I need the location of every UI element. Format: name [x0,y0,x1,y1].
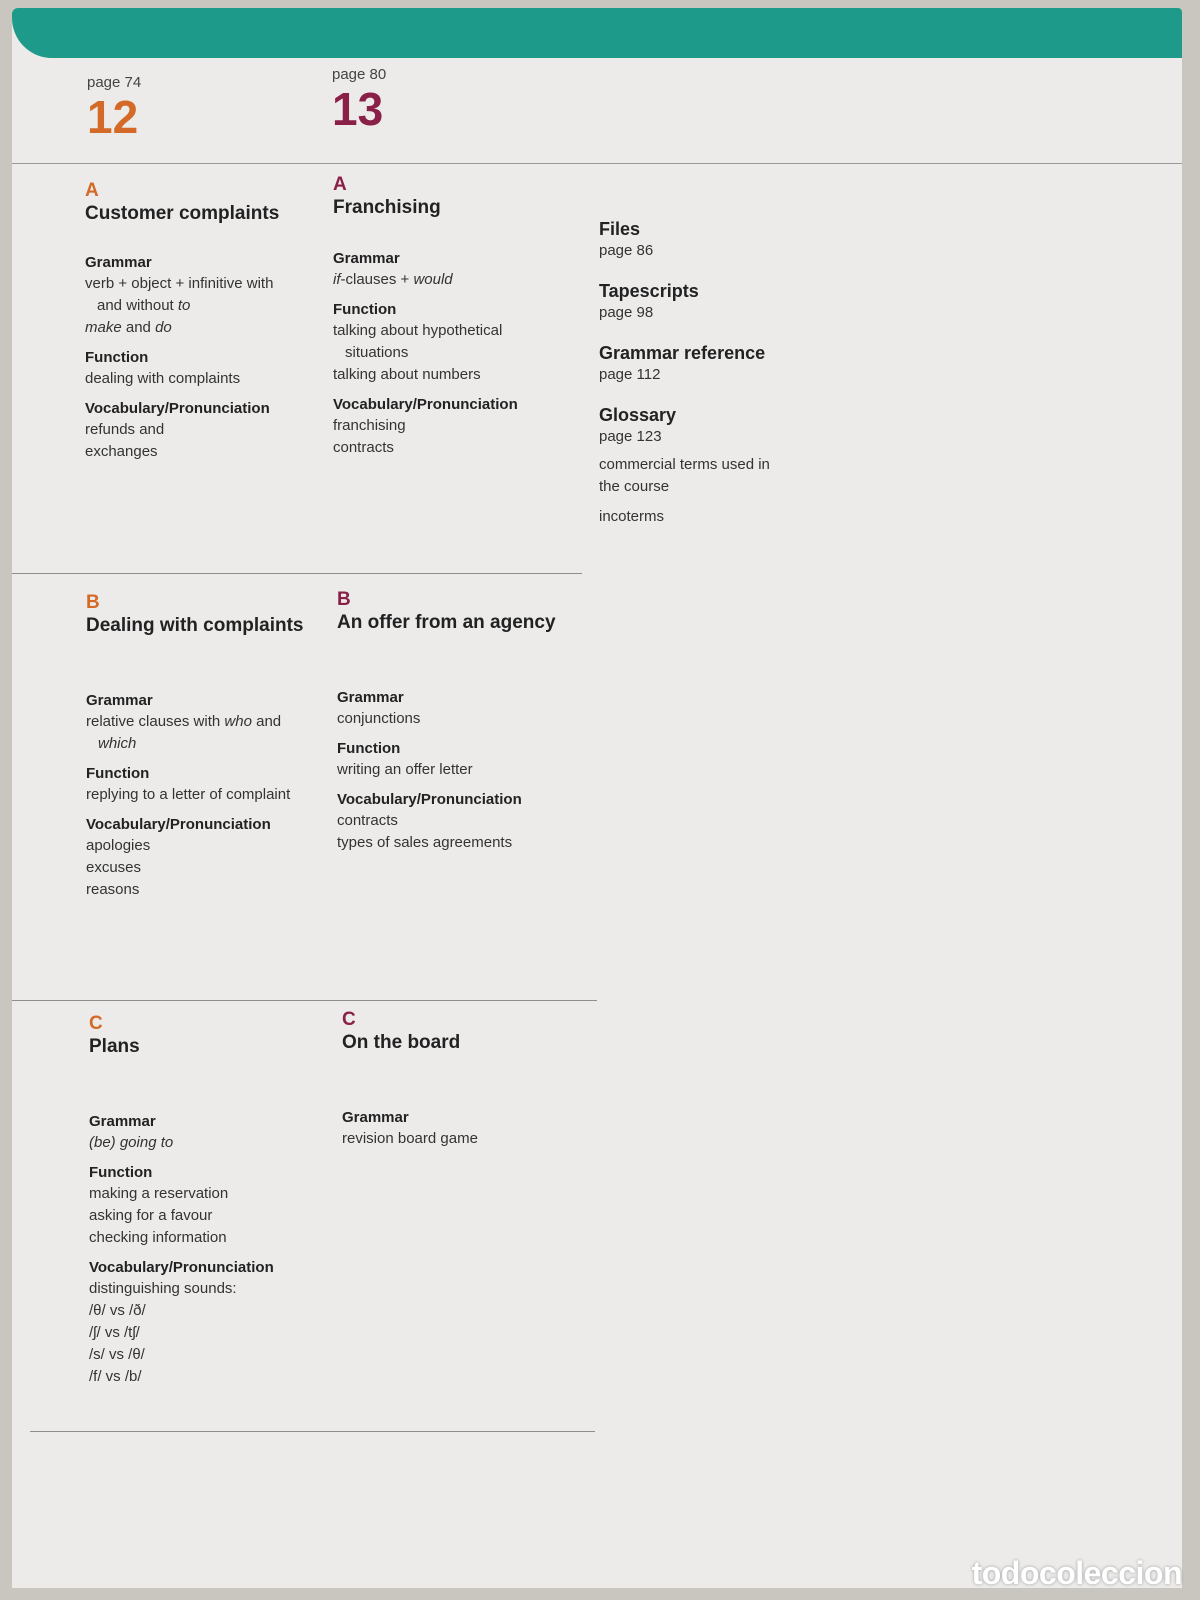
vocab-line: franchising [333,417,406,434]
vocab-heading: Vocabulary/Pronunciation [85,400,270,417]
vocab-line: /s/ vs /θ/ [89,1346,145,1363]
reference-column [599,218,829,536]
function-line: dealing with complaints [85,370,241,387]
vocab-heading: Vocabulary/Pronunciation [337,791,522,808]
unit-12-header [87,74,141,141]
function-heading: Function [333,301,397,318]
tapescripts-page: page 98 [599,304,654,321]
grammar-line: verb + object + infinitive with [85,275,274,292]
glossary-page: page 123 [599,428,662,445]
vocab-line: exchanges [85,443,158,460]
function-line: making a reservation [89,1185,229,1202]
lesson-title: An offer from an agency [337,612,556,633]
function-heading: Function [86,765,150,782]
files-title: Files [599,219,641,239]
lesson-letter: B [337,589,351,610]
vocab-heading: Vocabulary/Pronunciation [86,816,271,833]
lesson-title: Franchising [333,197,441,218]
grammar-heading: Grammar [342,1109,409,1126]
files-page: page 86 [599,242,654,259]
lesson-letter: C [89,1013,103,1034]
grammar-heading: Grammar [85,254,152,271]
grammar-line: if-clauses + would [333,271,453,288]
grammar-line: which [98,735,137,752]
function-line: checking information [89,1229,227,1246]
grammar-line: make and do [85,319,172,336]
unit-number: 12 [87,91,139,143]
lesson-13c [342,1009,582,1150]
function-line: talking about numbers [333,366,481,383]
lesson-letter: A [85,180,99,201]
function-line: talking about hypothetical [333,322,503,339]
vocab-heading: Vocabulary/Pronunciation [89,1259,274,1276]
vocab-line: /ʃ/ vs /tʃ/ [89,1324,140,1341]
grammar-heading: Grammar [86,692,153,709]
vocab-line: distinguishing sounds: [89,1280,237,1297]
lesson-title: Plans [89,1036,140,1057]
vocab-line: /θ/ vs /ð/ [89,1302,146,1319]
vocab-line: types of sales agreements [337,834,513,851]
lesson-letter: B [86,592,100,613]
vocab-line: apologies [86,837,151,854]
section-divider [30,1431,595,1432]
glossary-note: commercial terms used in the course [599,456,770,495]
glossary-title: Glossary [599,405,677,425]
unit-13-header [332,66,386,133]
grammar-line: conjunctions [337,710,421,727]
lesson-letter: C [342,1009,356,1030]
vocab-line: reasons [86,881,140,898]
lesson-12a [85,180,325,463]
grammar-heading: Grammar [333,250,400,267]
function-heading: Function [89,1164,153,1181]
header-divider [12,163,1182,164]
watermark: todocoleccion [971,1555,1182,1591]
lesson-12c [89,1013,329,1388]
vocab-line: contracts [333,439,394,456]
lesson-letter: A [333,174,347,195]
lesson-13b [337,589,577,854]
unit-number: 13 [332,83,384,135]
grammar-line: (be) going to [89,1134,174,1151]
grammar-line: relative clauses with who and [86,713,282,730]
function-line: writing an offer letter [337,761,473,778]
unit-page-ref: page 74 [87,74,142,91]
book-page [12,8,1182,1588]
grammar-line: revision board game [342,1130,478,1147]
grammar-line: and without to [97,297,191,314]
function-line: asking for a favour [89,1207,213,1224]
vocab-line: excuses [86,859,142,876]
function-line: situations [345,344,409,361]
lesson-12b [86,592,326,901]
lesson-13a [333,174,573,459]
vocab-line: refunds and [85,421,165,438]
grammar-heading: Grammar [337,689,404,706]
vocab-line: contracts [337,812,398,829]
vocab-heading: Vocabulary/Pronunciation [333,396,518,413]
grammar-heading: Grammar [89,1113,156,1130]
grammar-reference-page: page 112 [599,366,661,383]
unit-page-ref: page 80 [332,66,387,83]
function-heading: Function [337,740,401,757]
header-color-band [12,8,1182,58]
grammar-reference-title: Grammar reference [599,343,766,363]
lesson-title: Dealing with complaints [86,615,304,636]
function-heading: Function [85,349,149,366]
section-divider [12,573,582,574]
lesson-title: Customer complaints [85,203,280,224]
glossary-note: incoterms [599,508,665,525]
tapescripts-title: Tapescripts [599,281,699,301]
vocab-line: /f/ vs /b/ [89,1368,142,1385]
lesson-title: On the board [342,1032,461,1053]
function-line: replying to a letter of complaint [86,786,291,803]
section-divider [12,1000,597,1001]
